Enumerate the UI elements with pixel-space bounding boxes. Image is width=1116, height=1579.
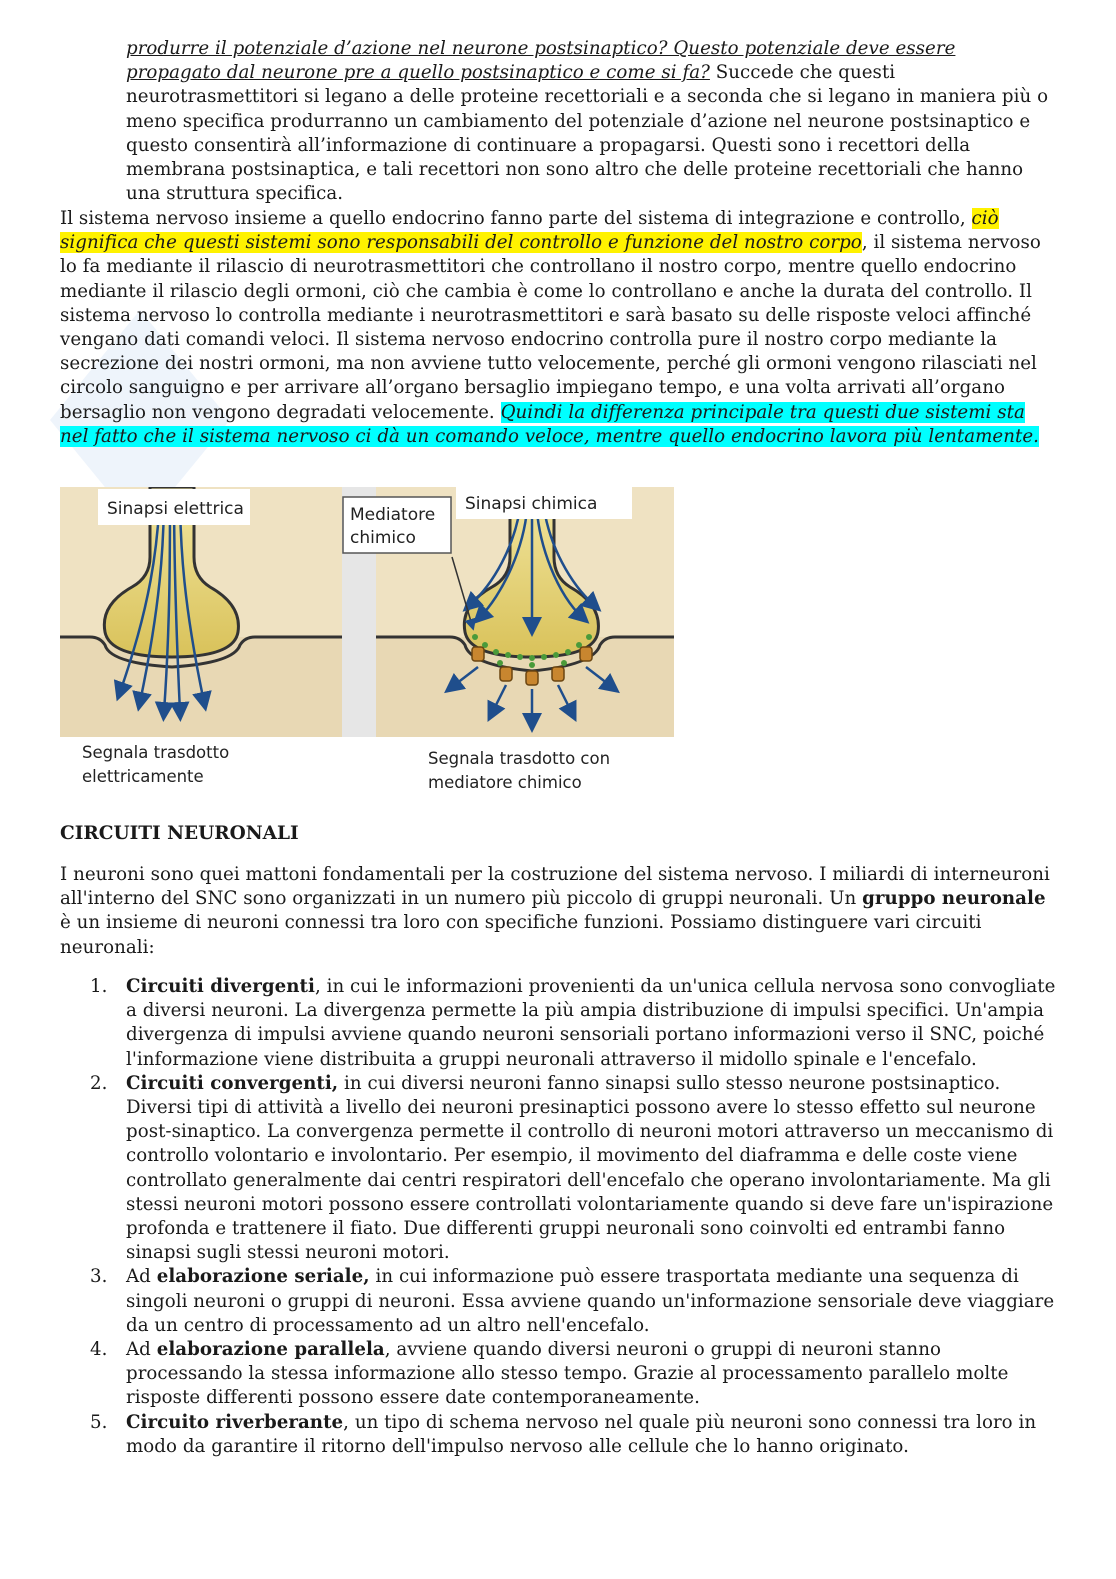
list-number: 4.	[90, 1339, 108, 1361]
list-item	[60, 1411, 1056, 1459]
mediator-label-line2: chimico	[350, 528, 416, 548]
electric-caption-line1: Segnala trasdotto	[82, 743, 230, 762]
list-number: 1.	[90, 976, 108, 997]
circuits-list	[60, 975, 1056, 1459]
chemical-caption	[428, 747, 610, 795]
electric-caption	[82, 741, 229, 789]
list-text: , avviene quando diversi neuroni o gruppi di neuroni stanno processando la stessa informazione allo stesso tempo. Grazie al processamento parallelo molte risposte differenti possono essere date contemporaneamente.	[126, 1339, 1009, 1409]
electric-caption-line2: elettricamente	[82, 767, 204, 786]
list-term: Circuiti divergenti	[126, 976, 315, 997]
intro-text-2: è un insieme di neuroni connessi tra loro con specifiche funzioni. Possiamo distinguere vari circuiti neuronali:	[60, 912, 982, 958]
chemical-caption-line1: Segnala trasdotto con	[428, 749, 611, 768]
list-prefix: Ad	[126, 1339, 157, 1361]
continuation-text: Succede che questi neurotrasmettitori si legano a delle proteine recettoriali e a seconda che si legano in maniera più o meno specifica produrranno un cambiamento del potenziale d’azione nel neurone postsinaptico e questo consentirà all’informazione di continuare a propagarsi. Questi sono i recettori della membrana postsinaptica, e tali recettori non sono altro che delle proteine recettoriali che hanno una struttura specifica.	[126, 62, 1049, 205]
nervous-endocrine-paragraph	[60, 207, 1056, 449]
list-term: elaborazione parallela	[156, 1339, 385, 1361]
continuation-paragraph	[126, 37, 1056, 206]
list-item	[60, 1265, 1056, 1338]
list-text: , un tipo di schema nervoso nel quale più neuroni sono connessi tra loro in modo da garantire il ritorno dell'impulso nervoso alle cellule che lo hanno originato.	[126, 1411, 1037, 1457]
list-term: Circuiti convergenti,	[126, 1072, 339, 1094]
list-text: , in cui le informazioni provenienti da un'unica cellula nervosa sono convogliate a diversi neuroni. La divergenza permette la più ampia distribuzione di impulsi specifici. Un'ampia divergenza di impulsi avviene quando neuroni sensoriali portano informazioni verso il SNC, poiché l'informazione viene distribuita a gruppi neuronali attraverso il midollo spinale e l'encefalo.	[126, 976, 1056, 1070]
chemical-synapse-label: Sinapsi chimica	[465, 494, 598, 514]
chemical-caption-line2: mediatore chimico	[428, 773, 582, 792]
yellow-highlight: ciò significa che questi sistemi sono responsabili del controllo e funzione del nostro corpo	[60, 208, 999, 254]
electric-synapse-label: Sinapsi elettrica	[107, 499, 244, 519]
underlined-question: produrre il potenziale d’azione nel neurone postsinaptico? Questo potenziale deve essere propagato dal neurone pre a quello postsinaptico e come si fa?	[126, 38, 956, 84]
paragraph-text-1: Il sistema nervoso insieme a quello endocrino fanno parte del sistema di integrazione e controllo,	[60, 208, 972, 229]
section-heading: CIRCUITI NEURONALI	[60, 823, 299, 844]
list-term: Circuito riverberante	[126, 1411, 344, 1433]
list-number: 2.	[90, 1072, 108, 1094]
intro-bold-term: gruppo neuronale	[862, 888, 1046, 910]
list-item	[60, 1338, 1056, 1411]
intro-paragraph	[60, 863, 1056, 960]
list-item	[60, 1072, 1056, 1266]
cyan-highlight: Quindi la differenza principale tra questi due sistemi sta nel fatto che il sistema nervoso ci dà un comando veloce, mentre quello endocrino lavora più lentamente.	[60, 401, 1039, 447]
mediator-label-line1: Mediatore	[350, 505, 436, 525]
list-text: in cui informazione può essere trasportata mediante una sequenza di singoli neuroni o gruppi di neuroni. Essa avviene quando un'informazione sensoriale deve viaggiare da un centro di processamento ad un altro nell'encefalo.	[126, 1266, 1055, 1336]
list-prefix: Ad	[126, 1266, 157, 1288]
intro-text-1: I neuroni sono quei mattoni fondamentali per la costruzione del sistema nervoso. I miliardi di interneuroni all'interno del SNC sono organizzati in un numero più piccolo di gruppi neuronali. Un	[60, 864, 1050, 910]
list-term: elaborazione seriale,	[156, 1266, 370, 1288]
list-text: in cui diversi neuroni fanno sinapsi sullo stesso neurone postsinaptico. Diversi tipi di attività a livello dei neuroni presinaptici possono avere lo stesso effetto sul neurone post-sinaptico. La convergenza permette il controllo di neuroni motori attraverso un meccanismo di controllo volontario e involontario. Per esempio, il movimento del diaframma e delle coste viene controllato generalmente dai centri respiratori dell'encefalo che operano involontariamente. Ma gli stessi neuroni motori possono essere controllati volontariamente quando si deve fare un'ispirazione profonda e trattenere il fiato. Due differenti gruppi neuronali sono coinvolti ed entrambi fanno sinapsi sugli stessi neuroni motori.	[126, 1072, 1054, 1264]
list-number: 3.	[90, 1266, 108, 1288]
synapse-figure	[60, 487, 680, 805]
paragraph-text-2: , il sistema nervoso lo fa mediante il rilascio di neurotrasmettitori che controllano il nostro corpo, mentre quello endocrino mediante il rilascio degli ormoni, ciò che cambia è come lo controllano e anche la durata del controllo. Il sistema nervoso lo controlla mediante i neurotrasmettitori e sarà basato su delle risposte veloci affinché vengano dati comandi veloci. Il sistema nervoso endocrino controlla pure il nostro corpo mediante la secrezione dei nostri ormoni, ma non avviene tutto velocemente, perché gli ormoni vengono rilasciati nel circolo sanguigno e per arrivare all’organo bersaglio impiegano tempo, e una volta arrivati all’organo bersaglio non vengono degradati velocemente.	[60, 232, 1041, 423]
list-number: 5.	[90, 1411, 108, 1433]
list-item	[60, 975, 1056, 1072]
